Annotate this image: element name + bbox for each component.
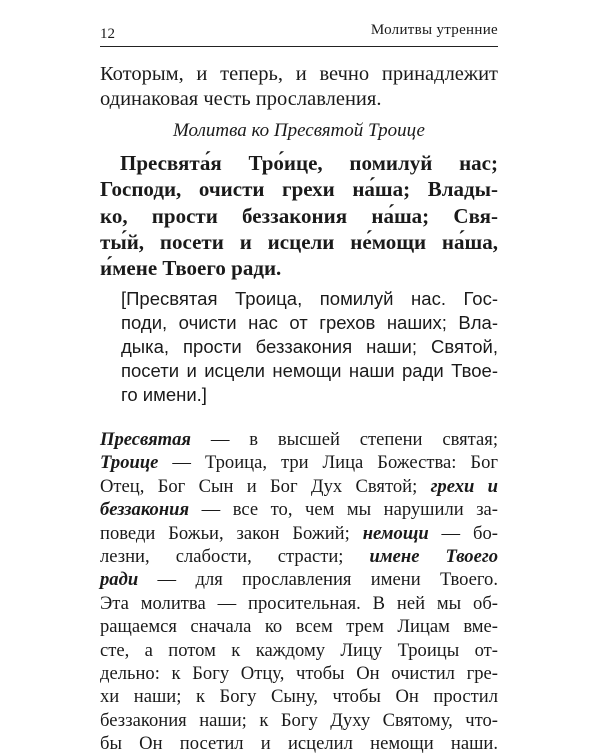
commentary-segment: — бо- <box>428 522 498 544</box>
commentary-line <box>100 498 498 521</box>
commentary-line <box>100 615 498 638</box>
commentary-segment: бы Он посетил и исцелил немощи наши. <box>100 733 498 755</box>
commentary-segment: Отец, Бог Сын и Бог Дух Святой; <box>100 475 431 497</box>
glossary-term: немощи <box>362 522 429 544</box>
text-line: Которым, и теперь, и вечно принадлежит <box>100 63 498 85</box>
prayer-line: ты́й, посети и исцели не́мощи на́ша, <box>100 229 498 254</box>
commentary-text <box>100 428 498 755</box>
continuation-text <box>100 62 498 112</box>
glossary-term: грехи и <box>430 475 499 497</box>
page-number: 12 <box>100 26 115 42</box>
prayer-text <box>100 150 498 281</box>
prayer-line: Господи, очисти грехи на́ша; Влады- <box>100 177 498 202</box>
paraphrase-line: [Пресвятая Троица, помилуй нас. Гос- <box>121 288 498 309</box>
commentary-line <box>100 639 498 662</box>
commentary-line <box>100 732 498 755</box>
prayer-line: и́мене Твоего ради. <box>100 256 282 281</box>
commentary-segment: — в высшей степени святая; <box>191 429 498 450</box>
commentary-line <box>100 545 498 568</box>
prayer-paraphrase <box>121 287 498 407</box>
commentary-line <box>100 709 498 732</box>
glossary-term: имене Твоего <box>369 545 498 567</box>
paraphrase-line: го имени.] <box>121 384 207 405</box>
prayer-line: ко, прости беззакония на́ша; Свя- <box>100 203 498 228</box>
page-header <box>100 18 498 47</box>
commentary-segment: — Троица, три Лица Божества: Бог <box>158 452 498 474</box>
prayer-line: Пресвята́я Тро́ице, помилуй нас; <box>120 151 498 175</box>
commentary-segment: ращаемся сначала ко всем трем Лицам вме- <box>100 616 498 638</box>
paraphrase-line: поди, очисти нас от грехов наших; Вла- <box>121 312 498 333</box>
commentary-segment: сте, а потом к каждому Лицу Троицы от- <box>100 639 498 661</box>
commentary-line <box>100 451 498 474</box>
commentary-line <box>100 662 498 685</box>
commentary-segment: — все то, чем мы нарушили за- <box>189 499 498 521</box>
commentary-segment: беззакония наши; к Богу Духу Святому, что- <box>100 709 498 731</box>
glossary-term: Троице <box>100 452 159 474</box>
commentary-segment: хи наши; к Богу Сыну, чтобы Он простил <box>100 686 498 708</box>
commentary-segment: — для прославления имени Твоего. <box>138 569 498 591</box>
commentary-line <box>100 428 498 451</box>
paraphrase-line: дыка, прости беззакония наши; Святой, <box>121 336 498 357</box>
commentary-segment: Эта молитва — просительная. В ней мы об- <box>100 592 498 614</box>
commentary-line <box>100 522 498 545</box>
text-line: одинаковая честь прославления. <box>100 88 382 110</box>
prayer-title: Молитва ко Пресвятой Троице <box>172 120 425 141</box>
glossary-term: беззакония <box>100 499 190 521</box>
commentary-line <box>100 568 498 591</box>
commentary-segment: поведи Божьи, закон Божий; <box>100 522 363 544</box>
glossary-term: Пресвятая <box>100 429 191 450</box>
commentary-line <box>100 592 498 615</box>
glossary-term: ради <box>100 569 139 591</box>
commentary-line <box>100 685 498 708</box>
paraphrase-line: посети и исцели немощи наши ради Твое- <box>121 360 498 381</box>
commentary-line <box>100 475 498 498</box>
commentary-segment: дельно: к Богу Отцу, чтобы Он очистил гре- <box>100 662 498 684</box>
commentary-segment: лезни, слабости, страсти; <box>100 545 370 567</box>
running-title: Молитвы утренние <box>370 22 498 38</box>
